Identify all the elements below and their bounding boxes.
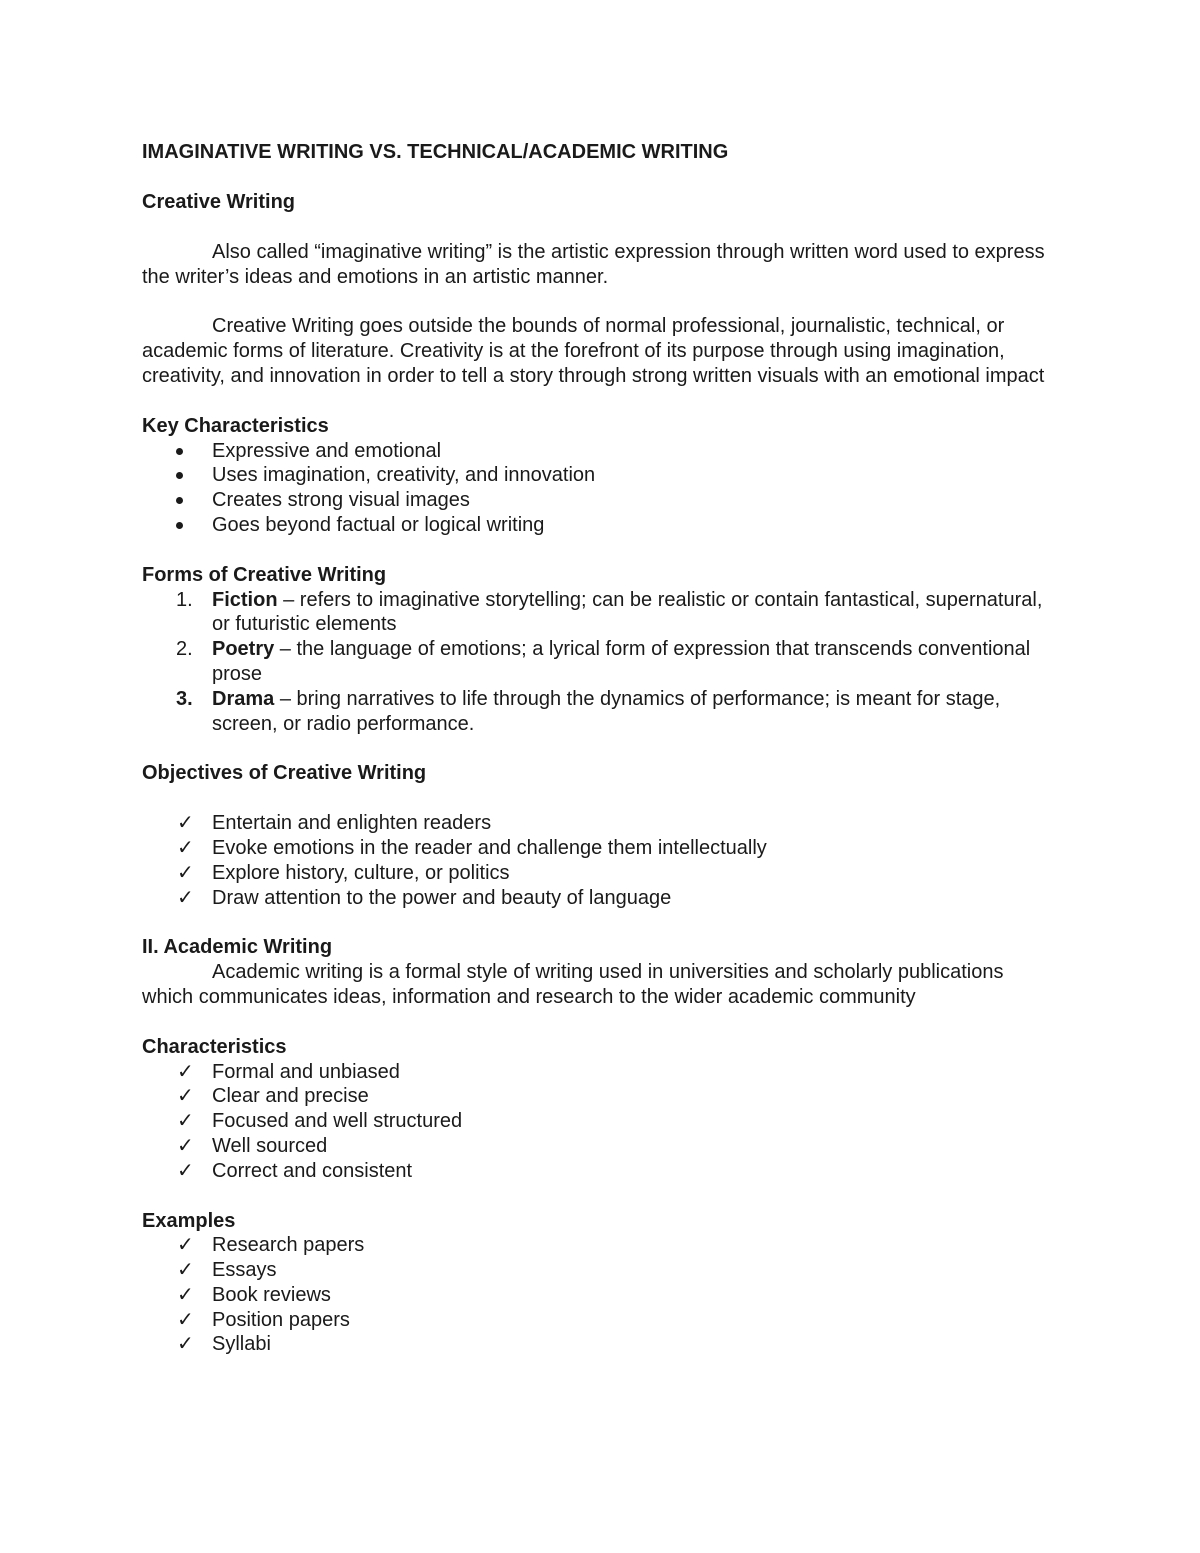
check-icon: ✓ [177, 1060, 194, 1083]
check-icon: ✓ [177, 1259, 194, 1282]
bullet-icon [176, 522, 183, 529]
check-icon: ✓ [177, 1159, 194, 1182]
list-item: Goes beyond factual or logical writing [142, 513, 1052, 538]
check-icon: ✓ [177, 1283, 194, 1306]
examples-list [142, 1233, 1052, 1357]
form-term: Drama [212, 687, 275, 710]
creative-writing-description: Creative Writing goes outside the bounds of normal professional, journalistic, technical, or academic forms of literature. Creativity is at the forefront of its purpose through using imagination, creativity, and innovation in order to tell a story through strong written visuals with an emotional impact [142, 315, 1045, 387]
check-icon: ✓ [177, 1234, 194, 1257]
list-item: Uses imagination, creativity, and innovation [142, 463, 1052, 488]
list-item: ✓ Clear and precise [177, 1085, 369, 1108]
list-item: ✓ Entertain and enlighten readers [177, 812, 492, 835]
check-icon: ✓ [177, 886, 194, 909]
list-item: ✓ Evoke emotions in the reader and challenge them intellectually [177, 836, 767, 859]
examples-heading: Examples [142, 1209, 236, 1232]
forms-heading: Forms of Creative Writing [142, 563, 387, 586]
list-item: ✓ Research papers [177, 1234, 365, 1257]
check-icon: ✓ [177, 812, 194, 835]
check-icon: ✓ [177, 1308, 194, 1331]
check-icon: ✓ [177, 1110, 194, 1133]
document-page [142, 140, 1052, 1357]
list-item: ✓ Explore history, culture, or politics [177, 861, 510, 884]
bullet-icon [176, 448, 183, 455]
academic-writing-definition: Academic writing is a formal style of writing used in universities and scholarly publications which communicates ideas, information and research to the wider academic community [142, 961, 1004, 1008]
bullet-icon [176, 472, 183, 479]
form-term: Fiction [212, 588, 278, 611]
list-number: 1. [176, 588, 193, 611]
list-item: Creates strong visual images [142, 488, 1052, 513]
objectives-list [142, 811, 1052, 910]
list-item: Expressive and emotional [142, 439, 1052, 464]
characteristics-heading: Characteristics [142, 1035, 287, 1058]
characteristics-list [142, 1060, 1052, 1184]
list-item: ✓ Draw attention to the power and beauty of language [177, 886, 672, 909]
list-number: 3. [176, 687, 193, 710]
form-term: Poetry [212, 638, 275, 661]
key-characteristics-list [142, 439, 1052, 538]
objectives-heading: Objectives of Creative Writing [142, 762, 427, 785]
bullet-icon [176, 497, 183, 504]
check-icon: ✓ [177, 1134, 194, 1157]
list-item: ✓ Syllabi [177, 1333, 271, 1356]
creative-writing-definition: Also called “imaginative writing” is the artistic expression through written word used to express the writer’s ideas and emotions in an artistic manner. [142, 240, 1045, 288]
list-item: 2. Poetry – the language of emotions; a lyrical form of expression that transcends conventional prose [176, 638, 1031, 685]
key-characteristics-heading: Key Characteristics [142, 414, 329, 437]
list-item: 1. Fiction – refers to imaginative storytelling; can be realistic or contain fantastical, supernatural, or futuristic elements [176, 588, 1043, 636]
check-icon: ✓ [177, 1085, 194, 1108]
forms-list [142, 588, 1052, 737]
document-title: IMAGINATIVE WRITING VS. TECHNICAL/ACADEMIC WRITING [142, 141, 729, 163]
list-item: ✓ Book reviews [177, 1283, 331, 1306]
list-item: 3. Drama – bring narratives to life through the dynamics of performance; is meant for stage, screen, or radio performance. [176, 687, 1001, 735]
check-icon: ✓ [177, 836, 194, 859]
list-item: ✓ Focused and well structured [177, 1110, 463, 1133]
academic-writing-heading: II. Academic Writing [142, 936, 333, 959]
list-item: ✓ Position papers [177, 1308, 350, 1331]
check-icon: ✓ [177, 1333, 194, 1356]
list-item: ✓ Correct and consistent [177, 1159, 413, 1182]
check-icon: ✓ [177, 861, 194, 884]
list-item: ✓ Well sourced [177, 1134, 328, 1157]
list-item: ✓ Formal and unbiased [177, 1060, 400, 1083]
list-item: ✓ Essays [177, 1259, 277, 1282]
list-number: 2. [176, 638, 193, 661]
creative-writing-heading: Creative Writing [142, 191, 295, 213]
